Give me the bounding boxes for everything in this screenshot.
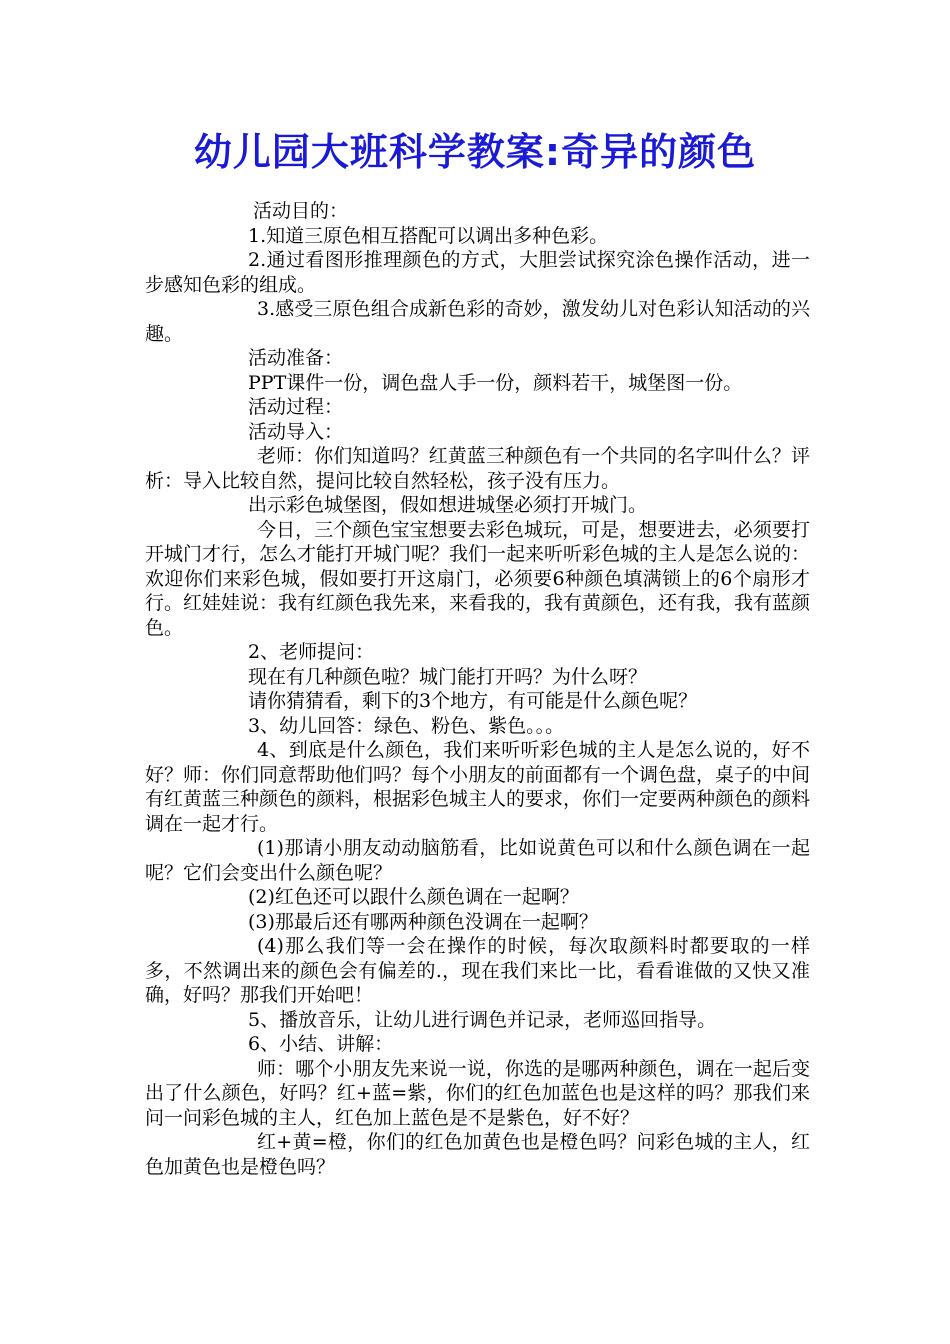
paragraph: PPT课件一份，调色盘人手一份，颜料若干，城堡图一份。 (248, 371, 743, 394)
paragraph: (3)那最后还有哪两种颜色没调在一起啊？ (248, 910, 598, 933)
paragraph: 老师：你们知道吗？红黄蓝三种颜色有一个共同的名字叫什么？评析：导入比较自然，提问比较自然轻松，孩子没有压力。 (145, 445, 810, 492)
paragraph: 出示彩色城堡图，假如想进城堡必须打开城门。 (248, 494, 648, 516)
paragraph: 3、幼儿回答：绿色、粉色、紫色。。。 (248, 714, 565, 737)
document-title: 幼儿园大班科学教案:奇异的颜色 (193, 130, 757, 174)
paragraph: 2.通过看图形推理颜色的方式，大胆尝试探究涂色操作活动，进一步感知色彩的组成。 (145, 249, 810, 296)
paragraph: 4、到底是什么颜色，我们来听听彩色城的主人是怎么说的，好不好？师：你们同意帮助他们吗？每个小朋友的前面都有一个调色盘，桌子的中间有红黄蓝三种颜色的颜料，根据彩色城主人的要求，你们一定要两种颜色的颜料调在一起才行。 (145, 739, 811, 835)
section-heading-preparation: 活动准备： (248, 347, 344, 369)
paragraph: 今日，三个颜色宝宝想要去彩色城玩，可是，想要进去，必须要打开城门才行，怎么才能打开城门呢？我们一起来听听彩色城的主人是怎么说的：欢迎你们来彩色城，假如要打开这扇门，必须要6种颜色填满锁上的6个扇形才行。红娃娃说：我有红颜色我先来，来看我的，我有黄颜色，还有我，我有蓝颜色。 (145, 518, 811, 639)
section-heading-process: 活动过程： (248, 396, 344, 418)
paragraph: 5、播放音乐，让幼儿进行调色并记录，老师巡回指导。 (248, 1008, 717, 1031)
paragraph: 1.知道三原色相互搭配可以调出多种色彩。 (248, 224, 609, 247)
paragraph: 现在有几种颜色啦？城门能打开吗？为什么呀？ (248, 665, 648, 688)
paragraph: 3.感受三原色组合成新色彩的奇妙，激发幼儿对色彩认知活动的兴趣。 (145, 298, 810, 345)
document-body (145, 199, 810, 1179)
paragraph: (4)那么我们等一会在操作的时候，每次取颜料时都要取的一样多，不然调出来的颜色会有偏差的.，现在我们来比一比，看看谁做的又快又准确，好吗？那我们开始吧！ (145, 935, 810, 1006)
paragraph: (1)那请小朋友动动脑筋看，比如说黄色可以和什么颜色调在一起呢？它们会变出什么颜色呢？ (145, 837, 810, 884)
paragraph: 2、老师提问： (248, 641, 375, 663)
paragraph: (2)红色还可以跟什么颜色调在一起啊？ (248, 886, 579, 908)
paragraph: 请你猜猜看，剩下的3个地方，有可能是什么颜色呢？ (248, 690, 698, 712)
paragraph: 师：哪个小朋友先来说一说，你选的是哪两种颜色，调在一起后变出了什么颜色，好吗？红+蓝=紫，你们的红色加蓝色也是这样的吗？那我们来问一问彩色城的主人，红色加上蓝色是不是紫色，好不好？ (145, 1057, 810, 1129)
section-heading-goals: 活动目的： (253, 200, 349, 222)
paragraph: 6、小结、讲解： (248, 1033, 394, 1055)
paragraph: 红+黄=橙，你们的红色加黄色也是橙色吗？问彩色城的主人，红色加黄色也是橙色吗？ (145, 1131, 810, 1178)
section-heading-intro: 活动导入： (248, 420, 344, 443)
